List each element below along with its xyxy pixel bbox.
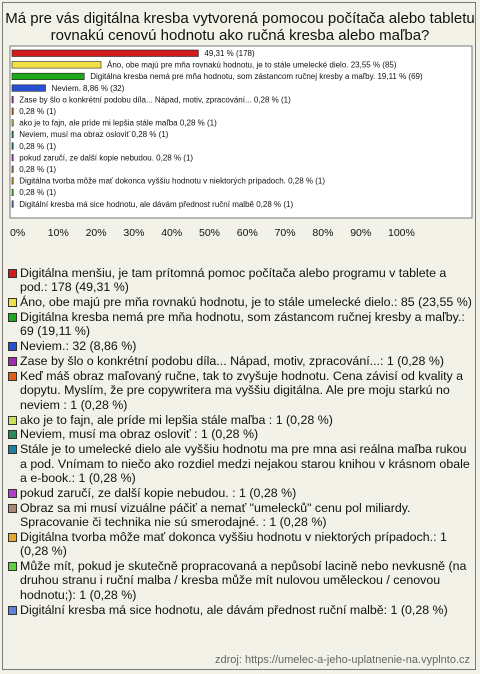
legend-text: Digitálna tvorba môže mať dokonca vyššiu hodnotu v niektorých prípadoch.: 1 (0,28 %) <box>20 529 447 559</box>
legend-swatch <box>8 504 17 513</box>
legend-text: Obraz sa mi musí vizuálne páčiť a nemať "umelecků" cenu pol miliardy. Spracovanie či technika nie sú smerodajné. : 1 (0,28 %) <box>20 500 411 529</box>
legend-swatch <box>8 357 17 366</box>
legend-swatch <box>8 416 17 425</box>
bar-label: 0,28 % (1) <box>19 141 57 151</box>
legend-swatch <box>8 445 17 454</box>
legend-item <box>8 486 472 500</box>
x-tick-label: 70% <box>274 227 296 239</box>
legend-swatch <box>8 533 17 542</box>
legend-text: Keď máš obraz maľovaný ručne, tak to zvyšuje hodnotu. Cena závisí od kvality a dopytu. Myslím, že pre copywritera ma vyššiu digitálna. Ale pre moju starkú no neviem : 1 (0,28 %) <box>20 369 464 412</box>
legend-text: Digitálna kresba nemá pre mňa hodnotu, som zástancom ručnej kresby a maľby.: 69 (19,11 %) <box>20 310 465 339</box>
legend-item <box>8 442 472 485</box>
legend-swatch <box>8 562 17 571</box>
bar-label: Digitálna kresba nemá pre mňa hodnotu, som zástancom ručnej kresby a maľby. 19,11 % (69) <box>90 72 423 82</box>
x-tick-label: 90% <box>350 227 372 239</box>
x-tick-label: 80% <box>312 227 334 239</box>
legend-swatch <box>8 606 17 615</box>
legend-swatch <box>8 269 17 278</box>
legend-item <box>8 559 472 602</box>
legend-item <box>8 427 472 441</box>
legend-text: Neviem, musí ma obraz osloviť : 1 (0,28 %) <box>20 427 259 442</box>
bar <box>12 62 101 69</box>
legend-swatch <box>8 342 17 351</box>
legend-text: Neviem.: 32 (8,86 %) <box>20 339 137 354</box>
source-footer: zdroj: https://umelec-a-jeho-uplatnenie-na.vyplnto.cz <box>215 654 470 666</box>
bar <box>12 166 13 173</box>
bar <box>12 85 45 92</box>
bar <box>12 189 13 196</box>
x-tick-label: 40% <box>161 227 183 239</box>
legend-item <box>8 295 472 309</box>
legend-item <box>8 266 472 295</box>
bar <box>12 50 198 57</box>
legend-text: Digitálna menšiu, je tam prítomná pomoc počítača alebo programu v tablete a pod.: 178 (49,31 %) <box>20 266 447 295</box>
bar-label: Zase by šlo o konkrétní podobu díla... Nápad, motiv, zpracování... 0,28 % (1) <box>19 95 291 105</box>
x-tick-label: 10% <box>47 227 69 239</box>
legend-item <box>8 413 472 427</box>
bar <box>12 178 13 185</box>
legend-swatch <box>8 298 17 307</box>
legend-swatch <box>8 372 17 381</box>
bar-label: Neviem. 8,86 % (32) <box>51 83 125 93</box>
x-tick-label: 30% <box>123 227 145 239</box>
legend-text: Zase by šlo o konkrétní podobu díla... Nápad, motiv, zpracování...: 1 (0,28 %) <box>20 354 445 369</box>
legend-item <box>8 369 472 412</box>
legend-item <box>8 354 472 368</box>
legend-item <box>8 310 472 339</box>
x-tick-label: 100% <box>388 227 415 239</box>
bar <box>12 201 13 208</box>
legend-item <box>8 530 472 559</box>
bar-label: ako je to fajn, ale príde mi lepšia stále maľba 0,28 % (1) <box>19 118 217 128</box>
legend-item <box>8 501 472 530</box>
bar <box>12 154 13 161</box>
bar-chart <box>0 0 480 270</box>
bar-label: Digitální kresba má sice hodnotu, ale dávám přednost ruční malbě 0,28 % (1) <box>19 199 294 209</box>
legend-text: ako je to fajn, ale príde mi lepšia stále maľba : 1 (0,28 %) <box>20 412 333 427</box>
x-tick-label: 60% <box>236 227 258 239</box>
legend-text: Digitální kresba má sice hodnotu, ale dávám přednost ruční malbě: 1 (0,28 %) <box>20 602 448 617</box>
bar <box>12 131 13 138</box>
x-tick-label: 20% <box>85 227 107 239</box>
x-tick-label: 0% <box>10 227 26 239</box>
bar-label: Neviem, musí ma obraz osloviť 0,28 % (1) <box>19 130 169 140</box>
legend-swatch <box>8 430 17 439</box>
legend-item <box>8 603 472 617</box>
x-tick-label: 50% <box>199 227 221 239</box>
legend-swatch <box>8 489 17 498</box>
bar-label: 0,28 % (1) <box>19 107 57 116</box>
bar <box>12 108 13 115</box>
bar <box>12 73 84 80</box>
legend-swatch <box>8 313 17 322</box>
bar-label: Digitálna tvorba môže mať dokonca vyššiu hodnotu v niektorých prípadoch. 0,28 % (1) <box>19 176 326 186</box>
legend-text: Áno, obe majú pre mňa rovnakú hodnotu, je to stále umelecké dielo.: 85 (23,55 %) <box>20 295 472 310</box>
legend <box>8 266 472 617</box>
bar-label: 0,28 % (1) <box>19 165 57 174</box>
bar-label: 49,31 % (178) <box>204 49 255 58</box>
bar <box>12 143 13 150</box>
bar <box>12 120 13 127</box>
bar-label: Áno, obe majú pre mňa rovnakú hodnotu, je to stále umelecké dielo. 23,55 % (85) <box>107 60 397 70</box>
legend-item <box>8 339 472 353</box>
chart-title: Má pre vás digitálna kresba vytvorená pomocou počítača alebo tabletu rovnakú cenovú hodnotu ako ručná kresba alebo maľba? <box>5 10 475 44</box>
bar-label: 0,28 % (1) <box>19 188 57 198</box>
legend-text: Může mít, pokud je skutečně propracovaná a nepůsobí lacině nebo nevkusně (na druhou stranu i ruční malba / kresba může mít nulovou uměleckou / cenovou hodnotu;): 1 (0,28 %) <box>20 559 467 602</box>
bar-label: pokud zaručí, ze další kopie nebudou. 0,28 % (1) <box>19 153 194 163</box>
legend-text: Stále je to umelecké dielo ale vyššiu hodnotu ma pre mna asi reálna maľba rukou a pod. Vnímam to niečo ako rozdiel medzi nejakou starou knihou v krásnom obale a e-book.: 1 (0,28 %) <box>20 442 470 485</box>
legend-text: pokud zaručí, ze další kopie nebudou. : 1 (0,28 %) <box>20 485 297 500</box>
bar <box>12 96 13 103</box>
